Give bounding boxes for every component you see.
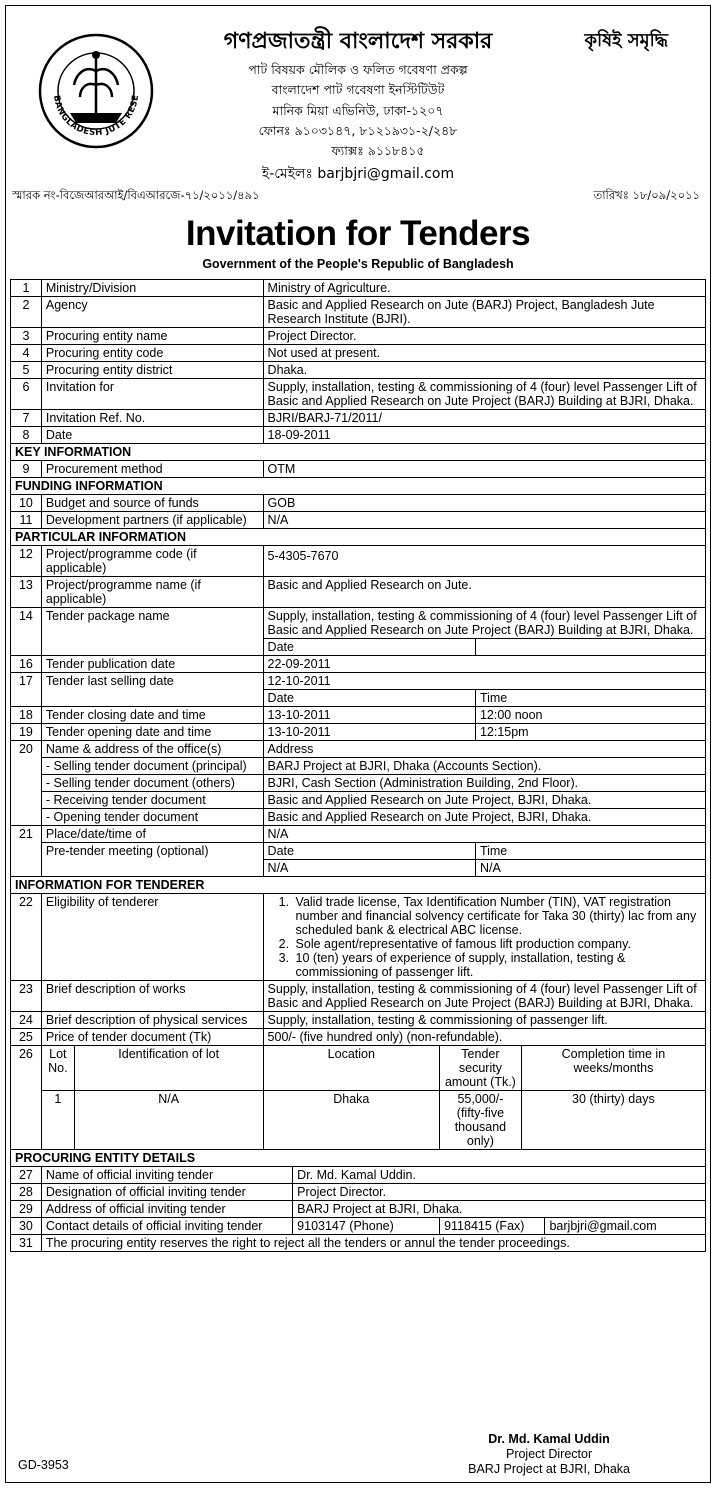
page-title: Invitation for Tenders — [185, 214, 531, 253]
signature-block — [468, 1432, 630, 1477]
table-row: 8 Date 18-09-2011 — [11, 427, 706, 444]
government-title: গণপ্রজাতন্ত্রী বাংলাদেশ সরকার — [223, 29, 493, 54]
table-row: 10 Budget and source of funds GOB — [11, 495, 706, 512]
table-row: 11 Development partners (if applicable) N/A — [11, 512, 706, 529]
list-item: 2. Sole agent/representative of famous lift production company. — [293, 937, 701, 951]
table-row: 13 Project/programme name (if applicable) Basic and Applied Research on Jute. — [11, 577, 706, 608]
project-name: পাট বিষয়ক মৌলিক ও ফলিত গবেষণা প্রকল্প — [248, 62, 468, 77]
institute-name: বাংলাদেশ পাট গবেষণা ইনস্টিটিউট — [271, 82, 445, 97]
table-row: 23 Brief description of works Supply, installation, testing & commissioning of 4 (four) level Passenger Lift of Basic and Applied Research on Jute Project (BARJ) Building at BJRI, Dhaka. — [11, 981, 706, 1012]
table-row: 4 Procuring entity code Not used at present. — [11, 345, 706, 362]
table-row: Date — [11, 639, 706, 656]
table-row: 9 Procurement method OTM — [11, 461, 706, 478]
table-row: - Selling tender document (principal) BARJ Project at BJRI, Dhaka (Accounts Section). — [11, 758, 706, 775]
gd-code: GD-3953 — [18, 1458, 69, 1472]
table-row: 1 Ministry/Division Ministry of Agriculture. — [11, 280, 706, 297]
list-item: 1. Valid trade license, Tax Identification Number (TIN), VAT registration number and financial solvency certificate for Taka 30 (thirty) lac from any scheduled bank & electrical ABC license. — [293, 895, 701, 937]
tender-table — [10, 279, 706, 1252]
section-heading: PROCURING ENTITY DETAILS — [11, 1150, 706, 1167]
address-line: মানিক মিয়া এভিনিউ, ঢাকা-১২০৭ — [272, 103, 444, 118]
memo-date: তারিখঃ ১৮/০৯/২০১১ — [593, 188, 700, 202]
table-row: 2 Agency Basic and Applied Research on Jute (BARJ) Project, Bangladesh Jute Research Institute (BJRI). — [11, 297, 706, 328]
table-row: - Receiving tender document Basic and Applied Research on Jute Project, BJRI, Dhaka. — [11, 792, 706, 809]
fax-line: ফ্যাক্সঃ ৯১১৮৪১৫ — [331, 143, 425, 158]
signatory-designation: Project Director — [505, 1447, 593, 1461]
tender-notice — [5, 5, 711, 1483]
page-subtitle: Government of the People's Republic of Bangladesh — [202, 257, 514, 271]
table-row: 14 Tender package name Supply, installation, testing & commissioning of 4 (four) level Passenger Lift of Basic and Applied Research on Jute Project (BARJ) Building at BJRI, Dhaka. — [11, 608, 706, 639]
table-row: - Selling tender document (others) BJRI, Cash Section (Administration Building, 2nd Floor). — [11, 775, 706, 792]
table-row: 28 Designation of official inviting tender Project Director. — [11, 1184, 706, 1201]
section-heading: FUNDING INFORMATION — [11, 478, 706, 495]
table-row: 25 Price of tender document (Tk) 500/- (five hundred only) (non-refundable). — [11, 1029, 706, 1046]
table-row: 24 Brief description of physical services Supply, installation, testing & commissioning of passenger lift. — [11, 1012, 706, 1029]
table-row: 19 Tender opening date and time 13-10-2011 12:15pm — [11, 724, 706, 741]
table-row: 7 Invitation Ref. No. BJRI/BARJ-71/2011/ — [11, 410, 706, 427]
section-heading: KEY INFORMATION — [11, 444, 706, 461]
table-row: - Opening tender document Basic and Applied Research on Jute Project, BJRI, Dhaka. — [11, 809, 706, 826]
motto: কৃষিই সমৃদ্ধি — [584, 30, 668, 51]
table-row: 6 Invitation for Supply, installation, testing & commissioning of 4 (four) level Passenger Lift of Basic and Applied Research on Jute Project (BARJ) Building at BJRI, Dhaka. — [11, 379, 706, 410]
section-heading: INFORMATION FOR TENDERER — [11, 877, 706, 894]
table-row: 29 Address of official inviting tender BARJ Project at BJRI, Dhaka. — [11, 1201, 706, 1218]
table-row: 20 Name & address of the office(s) Address — [11, 741, 706, 758]
table-row: 31 The procuring entity reserves the right to reject all the tenders or annul the tender proceedings. — [11, 1235, 706, 1252]
eligibility-list — [263, 894, 705, 981]
table-row: N/A N/A — [11, 860, 706, 877]
table-row: 17 Tender last selling date 12-10-2011 — [11, 673, 706, 690]
list-item: 3. 10 (ten) years of experience of supply, installation, testing & commissioning of passenger lift. — [293, 951, 701, 979]
table-row: 16 Tender publication date 22-09-2011 — [11, 656, 706, 673]
table-row: 26 Lot No. Identification of lot Location Tender security amount (Tk.) Completion time in weeks/months — [11, 1046, 706, 1091]
section-heading: PARTICULAR INFORMATION — [11, 529, 706, 546]
signatory-name: Dr. Md. Kamal Uddin — [488, 1432, 610, 1446]
table-row: 12 Project/programme code (if applicable) 5-4305-7670 — [11, 546, 706, 577]
phone-line: ফোনঃ ৯১০৩১৪৭, ৮১২১৯৩১-২/২৪৮ — [258, 123, 458, 138]
table-row: Date Time — [11, 690, 706, 707]
table-row: 30 Contact details of official inviting tender 9103147 (Phone) 9118415 (Fax) barjbjri@gmail.com — [11, 1218, 706, 1235]
email-line: ই-মেইলঃ barjbjri@gmail.com — [261, 166, 455, 182]
table-row: 5 Procuring entity district Dhaka. — [11, 362, 706, 379]
table-row: Pre-tender meeting (optional) Date Time — [11, 843, 706, 860]
table-row: 27 Name of official inviting tender Dr. Md. Kamal Uddin. — [11, 1167, 706, 1184]
svg-text:BANGLADESH JUTE RESEARCH INSTI: BANGLADESH JUTE RESE — [50, 93, 142, 139]
memo-number: স্মারক নং-বিজেআরআই/বিএআরজে-৭১/২০১১/৪৯১ — [12, 188, 260, 202]
table-row: 22 Eligibility of tenderer 1. Valid trade license, Tax Identification Number (TIN), VAT registration number and financial solvency certificate for Taka 30 (thirty) lac from any scheduled bank & electrical ABC license. 2. Sole agent/representative of famous lift production company. 3. 10 (ten) years of experience of supply, installation, testing & commissioning of passenger lift. — [11, 894, 706, 981]
table-row: 1 N/A Dhaka 55,000/- (fifty-five thousand only) 30 (thirty) days — [11, 1091, 706, 1150]
table-row: 21 Place/date/time of N/A — [11, 826, 706, 843]
signatory-office: BARJ Project at BJRI, Dhaka — [468, 1462, 630, 1476]
table-row: 3 Procuring entity name Project Director. — [11, 328, 706, 345]
table-row: 18 Tender closing date and time 13-10-2011 12:00 noon — [11, 707, 706, 724]
